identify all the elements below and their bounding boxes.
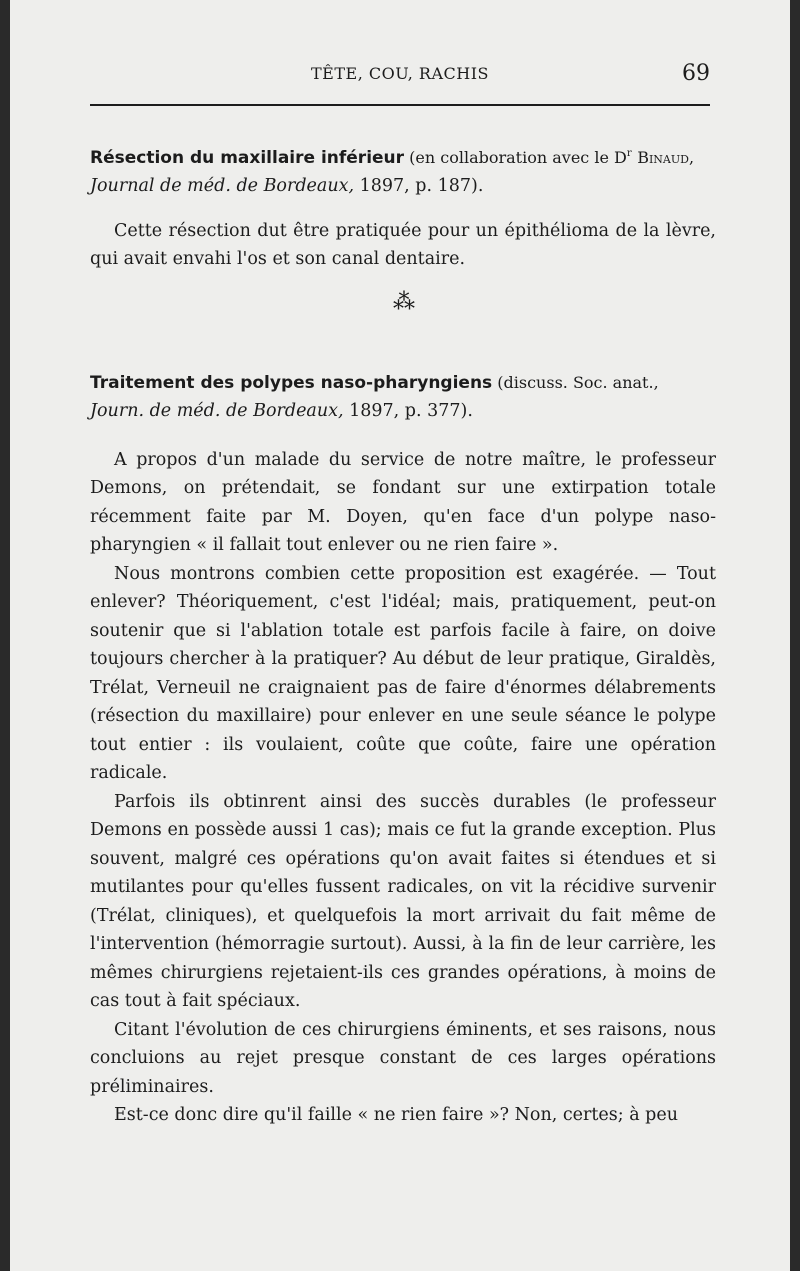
entry-title-sup: r [626,148,632,159]
entry-source-journal: Journ. de méd. de Bordeaux, [90,401,344,422]
entry-resection-maxillaire [90,140,716,274]
entry-title-rest: (discuss. Soc. anat., [492,372,659,392]
entry-source [90,397,716,426]
paragraph: Est-ce donc dire qu'il faille « ne rien faire »? Non, certes; à peu [114,1105,679,1126]
paragraph: Citant l'évolution de ces chirurgiens éminents, et ses raisons, nous concluions au rejet presque constant de ces larges opérations préliminaires. [90,1019,716,1097]
page-header [90,61,710,94]
paragraph: Nous montrons combien cette proposition est exagérée. — Tout enlever? Théoriquement, c'est l'idéal; mais, pratiquement, peut-on soutenir que si l'ablation totale est parfois facile à faire, on doive toujours chercher à la pratiquer? Au début de leur pratique, Giraldès, Trélat, Verneuil ne craignaient pas de faire d'énormes délabrements (résection du maxillaire) pour enlever en une seule séance le polype tout entier : ils voulaient, coûte que coûte, faire une opération radicale. [90,563,716,784]
section-separator [90,274,716,369]
entry-author: Binaud [637,147,689,167]
entry-title-rest: (en collaboration avec le D [404,147,627,167]
asterism-glyph: ⁂ [393,289,417,315]
paragraph: Parfois ils obtinrent ainsi des succès durables (le professeur Demons en possède aussi 1 cas); mais ce fut la grande exception. Plus souvent, malgré ces opérations qu'on avait faites si étendues et si mutilantes pour qu'elles fussent radicales, on vit la récidive survenir (Trélat, cliniques), et quelquefois la mort arrivait du fait même de l'intervention (hémorragie surtout). Aussi, à la fin de leur carrière, les mêmes chirurgiens rejetaient-ils ces grandes opérations, à moins de cas tout à fait spéciaux. [90,791,716,1012]
entry-title-bold: Résection du maxillaire inférieur [90,147,405,168]
header-rule [90,104,710,106]
entry-source [90,172,716,201]
book-page [10,0,790,1271]
page-body [90,140,716,1130]
entry-title-punct: , [688,147,695,167]
entry-title-bold: Traitement des polypes naso-pharyngiens [90,372,493,393]
paragraph: Cette résection dut être pratiquée pour un épithélioma de la lèvre, qui avait envahi l'os et son canal dentaire. [90,220,716,270]
entry-title [90,369,716,398]
running-title: TÊTE, COU, RACHIS [311,64,489,83]
entry-title [90,140,716,172]
paragraph: A propos d'un malade du service de notre maître, le professeur Demons, on prétendait, se fondant sur une extirpation totale récemment faite par M. Doyen, qu'en face d'un polype naso-pharyngien « il fallait tout enlever ou ne rien faire ». [90,449,716,556]
entry-source-ref: 1897, p. 187). [354,176,484,197]
entry-polypes-naso-pharyngiens [90,369,716,1130]
entry-source-journal: Journal de méd. de Bordeaux, [90,176,355,197]
entry-source-ref: 1897, p. 377). [343,401,473,422]
page-number: 69 [682,61,710,86]
